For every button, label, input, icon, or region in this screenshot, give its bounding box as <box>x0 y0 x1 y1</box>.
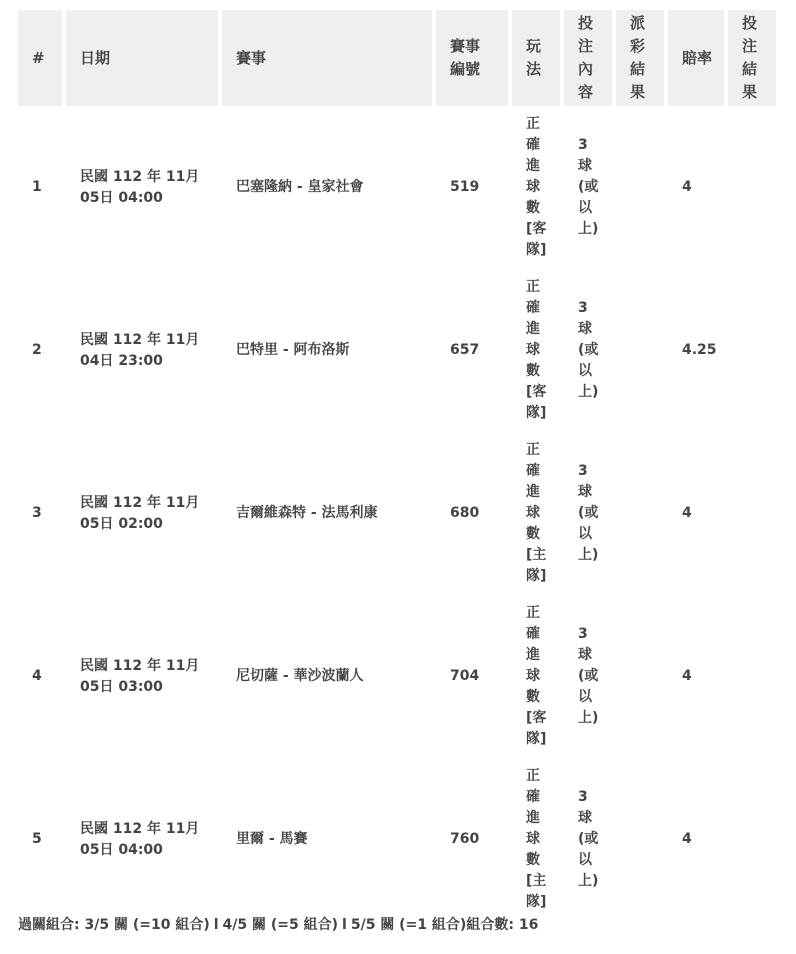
table-header-row <box>18 10 776 106</box>
stacked-char: [客 <box>526 710 547 726</box>
row-date: 民國 112 年 11月 05日 04:00 <box>80 168 200 206</box>
row-date: 民國 112 年 11月 05日 04:00 <box>80 820 200 858</box>
row-bet-content <box>564 106 612 269</box>
row-match: 里爾 - 馬賽 <box>236 831 308 847</box>
stacked-char: 正 <box>526 605 540 621</box>
row-index: 3 <box>32 505 42 521</box>
row-index: 2 <box>32 342 42 358</box>
stacked-char: 球 <box>526 668 540 684</box>
table-row <box>18 432 776 595</box>
stacked-char: 球 <box>578 484 592 500</box>
row-match-number: 760 <box>450 831 480 847</box>
row-match: 尼切薩 - 華沙波蘭人 <box>236 668 364 684</box>
header-odds: 賠率 <box>668 10 724 106</box>
stacked-char: 隊] <box>526 242 547 258</box>
stacked-char: 確 <box>526 300 540 316</box>
row-date: 民國 112 年 11月 05日 03:00 <box>80 657 200 695</box>
row-play-type <box>512 595 560 758</box>
row-date: 民國 112 年 11月 04日 23:00 <box>80 331 200 369</box>
stacked-char: (或 <box>578 342 599 358</box>
header-bet-content: 投注內容 <box>564 10 612 106</box>
row-match-number: 704 <box>450 668 480 684</box>
stacked-char: 進 <box>526 158 540 174</box>
parlay-combo-2: 4/5 關 (=5 組合) <box>222 917 339 933</box>
table-row <box>18 758 776 921</box>
stacked-char: 球 <box>526 505 540 521</box>
stacked-char: 以 <box>578 363 592 379</box>
stacked-char: [主 <box>526 873 547 889</box>
stacked-char: 3 <box>578 626 588 642</box>
stacked-char: 正 <box>526 768 540 784</box>
stacked-char: 球 <box>526 831 540 847</box>
header-match: 賽事 <box>222 10 432 106</box>
header-play-type: 玩法 <box>512 10 560 106</box>
row-payout-result <box>616 432 664 595</box>
stacked-char: 確 <box>526 789 540 805</box>
row-play-type <box>512 269 560 432</box>
row-bet-result <box>728 432 776 595</box>
stacked-char: 以 <box>578 689 592 705</box>
row-bet-result <box>728 595 776 758</box>
stacked-char: 隊] <box>526 731 547 747</box>
stacked-char: 正 <box>526 442 540 458</box>
row-odds: 4 <box>682 505 692 521</box>
stacked-char: 球 <box>578 647 592 663</box>
header-index: # <box>18 10 62 106</box>
table-row <box>18 595 776 758</box>
table-row <box>18 106 776 269</box>
row-odds: 4 <box>682 668 692 684</box>
stacked-char: 隊] <box>526 568 547 584</box>
table-row <box>18 269 776 432</box>
row-payout-result <box>616 595 664 758</box>
row-odds: 4 <box>682 831 692 847</box>
stacked-char: 數 <box>526 363 540 379</box>
bet-details <box>18 10 778 921</box>
stacked-char: (或 <box>578 179 599 195</box>
header-date: 日期 <box>66 10 218 106</box>
stacked-char: 3 <box>578 789 588 805</box>
stacked-char: 數 <box>526 526 540 542</box>
stacked-char: 球 <box>578 810 592 826</box>
stacked-char: 數 <box>526 852 540 868</box>
stacked-char: 數 <box>526 200 540 216</box>
row-match-number: 657 <box>450 342 480 358</box>
stacked-char: 以 <box>578 526 592 542</box>
row-bet-content <box>564 269 612 432</box>
parlay-label: 過關組合: <box>18 917 85 933</box>
row-match-number: 519 <box>450 179 480 195</box>
stacked-char: 確 <box>526 463 540 479</box>
stacked-char: 進 <box>526 810 540 826</box>
row-play-type <box>512 432 560 595</box>
stacked-char: 進 <box>526 321 540 337</box>
stacked-char: 球 <box>526 342 540 358</box>
stacked-char: (或 <box>578 831 599 847</box>
row-payout-result <box>616 758 664 921</box>
row-play-type <box>512 758 560 921</box>
separator: l <box>213 917 219 933</box>
row-odds: 4.25 <box>682 342 717 358</box>
stacked-char: 以 <box>578 852 592 868</box>
header-bet-result: 投注結果 <box>728 10 776 106</box>
stacked-char: 上) <box>578 710 599 726</box>
stacked-char: 3 <box>578 300 588 316</box>
parlay-combo-1: 3/5 關 (=10 組合) <box>84 917 210 933</box>
row-odds: 4 <box>682 179 692 195</box>
stacked-char: 3 <box>578 137 588 153</box>
stacked-char: 上) <box>578 873 599 889</box>
row-bet-result <box>728 758 776 921</box>
row-play-type <box>512 106 560 269</box>
bet-table <box>14 10 780 921</box>
row-bet-content <box>564 758 612 921</box>
combo-count-label: 組合數: <box>466 917 519 933</box>
stacked-char: 確 <box>526 137 540 153</box>
row-index: 5 <box>32 831 42 847</box>
row-bet-content <box>564 432 612 595</box>
row-payout-result <box>616 106 664 269</box>
row-match: 巴特里 - 阿布洛斯 <box>236 342 350 358</box>
stacked-char: 球 <box>578 158 592 174</box>
stacked-char: [客 <box>526 221 547 237</box>
stacked-char: 上) <box>578 384 599 400</box>
stacked-char: [客 <box>526 384 547 400</box>
row-match: 巴塞隆納 - 皇家社會 <box>236 179 364 195</box>
stacked-char: 上) <box>578 221 599 237</box>
stacked-char: (或 <box>578 505 599 521</box>
stacked-char: 隊] <box>526 405 547 421</box>
parlay-combo-3: 5/5 關 (=1 組合) <box>350 917 467 933</box>
row-index: 1 <box>32 179 42 195</box>
stacked-char: 球 <box>578 321 592 337</box>
header-payout-result: 派彩結果 <box>616 10 664 106</box>
stacked-char: 正 <box>526 279 540 295</box>
parlay-summary <box>18 914 538 934</box>
row-payout-result <box>616 269 664 432</box>
stacked-char: (或 <box>578 668 599 684</box>
row-match: 吉爾維森特 - 法馬利康 <box>236 505 378 521</box>
row-match-number: 680 <box>450 505 480 521</box>
row-date: 民國 112 年 11月 05日 02:00 <box>80 494 200 532</box>
stacked-char: 3 <box>578 463 588 479</box>
stacked-char: 正 <box>526 116 540 132</box>
stacked-char: 進 <box>526 647 540 663</box>
row-bet-result <box>728 269 776 432</box>
stacked-char: 進 <box>526 484 540 500</box>
stacked-char: 以 <box>578 200 592 216</box>
row-index: 4 <box>32 668 42 684</box>
stacked-char: 數 <box>526 689 540 705</box>
stacked-char: 球 <box>526 179 540 195</box>
stacked-char: [主 <box>526 547 547 563</box>
separator: l <box>342 917 347 933</box>
stacked-char: 確 <box>526 626 540 642</box>
combo-count: 16 <box>518 917 539 933</box>
row-bet-result <box>728 106 776 269</box>
row-bet-content <box>564 595 612 758</box>
stacked-char: 隊] <box>526 894 547 910</box>
stacked-char: 上) <box>578 547 599 563</box>
header-match-number: 賽事編號 <box>436 10 508 106</box>
